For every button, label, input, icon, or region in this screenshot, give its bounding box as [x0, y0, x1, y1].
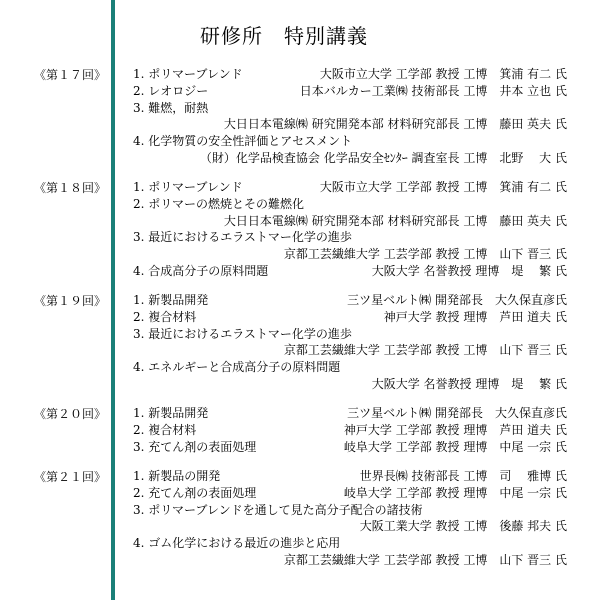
- lecture-line: [0, 83, 600, 100]
- lecture-line: [0, 422, 600, 439]
- lecturer-info: （財）化学品検査協会 化学品安全ｾﾝﾀｰ 調査室長 工博 北野 大 氏: [199, 150, 567, 165]
- lecture-line: [0, 100, 600, 117]
- lecturer-info: 世界長㈱ 技術部長 工博 司 雅博 氏: [359, 469, 567, 483]
- lecture-topic: 3. 最近におけるエラストマー化学の進歩: [133, 326, 352, 341]
- lecturer-info: 京都工芸繊維大学 工芸学部 教授 工博 山下 晋三 氏: [283, 552, 567, 567]
- lecture-topic: 1. 新製品の開発: [133, 469, 221, 483]
- lecture-line: [0, 133, 600, 150]
- lecture-line: [0, 359, 600, 376]
- lecture-line: [0, 229, 600, 246]
- session-block: [0, 66, 600, 167]
- page-title: 研修所 特別講義: [200, 24, 368, 48]
- lecture-topic: 1. ポリマーブレンド: [133, 67, 243, 81]
- session-block: [0, 179, 600, 280]
- lecture-line: [0, 213, 600, 230]
- lecture-line: [0, 326, 600, 343]
- lecture-topic: 2. 複合材料: [133, 422, 197, 437]
- lecture-topic: 4. 化学物質の安全性評価とアセスメント: [133, 134, 353, 149]
- lecture-line: [0, 485, 600, 502]
- lecture-topic: 2. レオロジー: [133, 83, 209, 98]
- lecture-line: [0, 263, 600, 280]
- lecture-line: [0, 292, 600, 309]
- lecturer-info: 神戸大学 工学部 教授 理博 芦田 道夫 氏: [343, 422, 567, 437]
- lecture-line: [0, 518, 600, 535]
- session-label: 《第２０回》: [34, 407, 107, 421]
- session-block: [0, 405, 600, 455]
- lecture-line: [0, 196, 600, 213]
- lecture-topic: 4. ゴム化学における最近の進歩と応用: [133, 536, 341, 551]
- lecture-topic: 4. 合成高分子の原料問題: [133, 263, 269, 278]
- lecture-line: [0, 552, 600, 569]
- lecture-topic: 3. 充てん剤の表面処理: [133, 439, 257, 454]
- lecturer-info: 大阪市立大学 工学部 教授 工博 箕浦 有二 氏: [319, 67, 567, 81]
- lecturer-info: 大阪大学 名誉教授 理博 堤 繁 氏: [371, 376, 567, 391]
- lecturer-info: 日本バルカー工業㈱ 技術部長 工博 井本 立也 氏: [299, 83, 567, 98]
- lecturer-info: 大日日本電線㈱ 研究開発本部 材料研究部長 工博 藤田 英夫 氏: [223, 213, 567, 228]
- lecturer-info: 大阪工業大学 教授 工博 後藤 邦夫 氏: [359, 519, 567, 534]
- session-label: 《第１７回》: [34, 68, 107, 82]
- lecturer-info: 大阪大学 名誉教授 理博 堤 繁 氏: [371, 263, 567, 278]
- lecture-topic: 4. エネルギーと合成高分子の原料問題: [133, 360, 341, 375]
- lecture-topic: 1. ポリマーブレンド: [133, 180, 243, 194]
- lecture-topic: 2. 複合材料: [133, 309, 197, 324]
- lecturer-info: 三ツ星ベルト㈱ 開発部長 大久保直彦氏: [347, 406, 567, 420]
- lecture-topic: 2. 充てん剤の表面処理: [133, 485, 257, 500]
- lecture-line: [0, 116, 600, 133]
- lecture-line: [0, 342, 600, 359]
- lecturer-info: 三ツ星ベルト㈱ 開発部長 大久保直彦氏: [347, 293, 567, 307]
- lecture-topic: 3. 最近におけるエラストマー化学の進歩: [133, 230, 352, 245]
- lecture-line: [0, 405, 600, 422]
- lecture-line: [0, 376, 600, 393]
- lecture-line: [0, 468, 600, 485]
- session-block: [0, 468, 600, 569]
- session-label: 《第１８回》: [34, 181, 107, 195]
- lecture-topic: 2. ポリマーの燃焼とその難燃化: [133, 196, 305, 211]
- lecture-topic: 1. 新製品開発: [133, 293, 209, 307]
- lecture-line: [0, 179, 600, 196]
- lecturer-info: 大日日本電線㈱ 研究開発本部 材料研究部長 工博 藤田 英夫 氏: [223, 117, 567, 132]
- lecturer-info: 岐阜大学 工学部 教授 理博 中尾 一宗 氏: [343, 439, 567, 454]
- lecture-line: [0, 150, 600, 167]
- lecture-line: [0, 502, 600, 519]
- lecture-topic: 3. ポリマーブレンドを通して見た高分子配合の諸技術: [133, 502, 423, 517]
- lecture-line: [0, 66, 600, 83]
- session-label: 《第１９回》: [34, 294, 107, 308]
- lecturer-info: 岐阜大学 工学部 教授 理博 中尾 一宗 氏: [343, 485, 567, 500]
- lecturer-info: 大阪市立大学 工学部 教授 工博 箕浦 有二 氏: [319, 180, 567, 194]
- lecturer-info: 京都工芸繊維大学 工芸学部 教授 工博 山下 晋三 氏: [283, 247, 567, 262]
- lecture-line: [0, 535, 600, 552]
- lecture-line: [0, 246, 600, 263]
- lecturer-info: 京都工芸繊維大学 工芸学部 教授 工博 山下 晋三 氏: [283, 343, 567, 358]
- lecture-topic: 1. 新製品開発: [133, 406, 209, 420]
- lecture-line: [0, 439, 600, 456]
- lecture-line: [0, 309, 600, 326]
- session-label: 《第２１回》: [34, 470, 107, 484]
- lecturer-info: 神戸大学 教授 理博 芦田 道夫 氏: [383, 309, 567, 324]
- lecture-topic: 3. 難燃，耐熱: [133, 100, 209, 115]
- session-block: [0, 292, 600, 393]
